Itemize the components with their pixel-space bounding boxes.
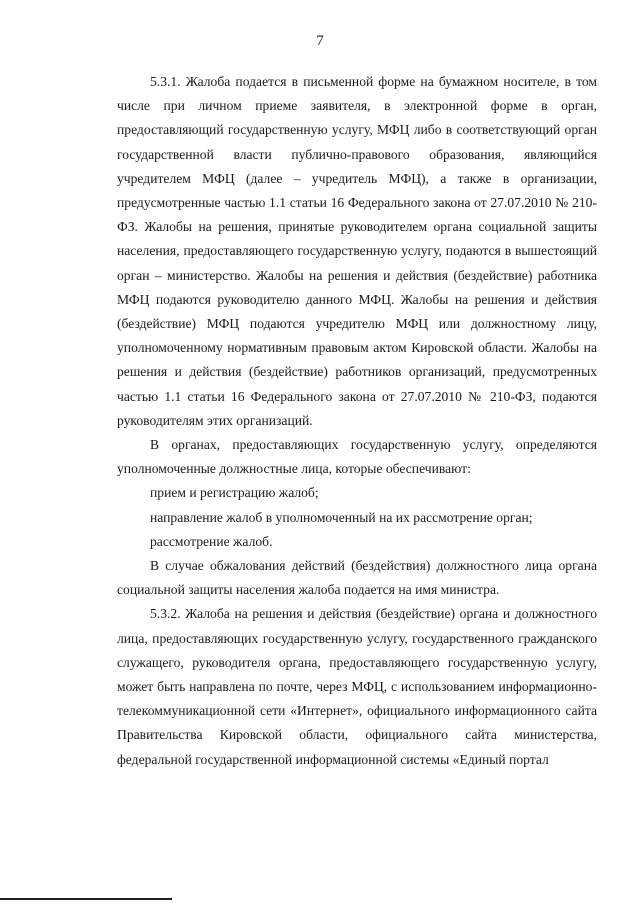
footer-rule [0,898,172,900]
paragraph-5-3-1: 5.3.1. Жалоба подается в письменной форме на бумажном носителе, в том числе при личном приеме заявителя, в электронной форме в орган, предоставляющий государственную услугу, МФЦ либо в соответствующий орган государственной власти публично-правового образования, являющийся учредителем МФЦ (далее – учредитель МФЦ), а также в организации, предусмотренные частью 1.1 статьи 16 Федерального закона от 27.07.2010 № 210-ФЗ. Жалобы на решения, принятые руководителем органа социальной защиты населения, предоставляющего государственную услугу, подаются в вышестоящий орган – министерство. Жалобы на решения и действия (бездействие) работника МФЦ подаются руководителю данного МФЦ. Жалобы на решения и действия (бездействие) МФЦ подаются учредителю МФЦ или должностному лицу, уполномоченному нормативным правовым актом Кировской области. Жалобы на решения и действия (бездействие) работников организаций, предусмотренных частью 1.1 статьи 16 Федерального закона от 27.07.2010 № 210-ФЗ, подаются руководителям этих организаций. [117,74,597,428]
list-item-registration: прием и регистрацию жалоб; [150,485,319,501]
paragraph-5-3-2: 5.3.2. Жалоба на решения и действия (бездействие) органа и должностного лица, предоставляющих государственную услугу, государственного гражданского служащего, руководителя органа, предоставляющего государственную услугу, может быть направлена по почте, через МФЦ, с использованием информационно-телекоммуникационной сети «Интернет», официального информационного сайта Правительства Кировской области, официального сайта министерства, федеральной государственной информационной системы «Единый портал [117,606,597,767]
document-body [117,70,597,772]
paragraph-officials: В органах, предоставляющих государственную услугу, определяются уполномоченные должностные лица, которые обеспечивают: [117,437,597,477]
list-item-forwarding: направление жалоб в уполномоченный на их рассмотрение орган; [150,509,533,525]
page-number: 7 [316,33,324,49]
list-item-review: рассмотрение жалоб. [150,533,273,549]
paragraph-minister: В случае обжалования действий (бездействия) должностного лица органа социальной защиты населения жалоба подается на имя министра. [117,558,597,598]
